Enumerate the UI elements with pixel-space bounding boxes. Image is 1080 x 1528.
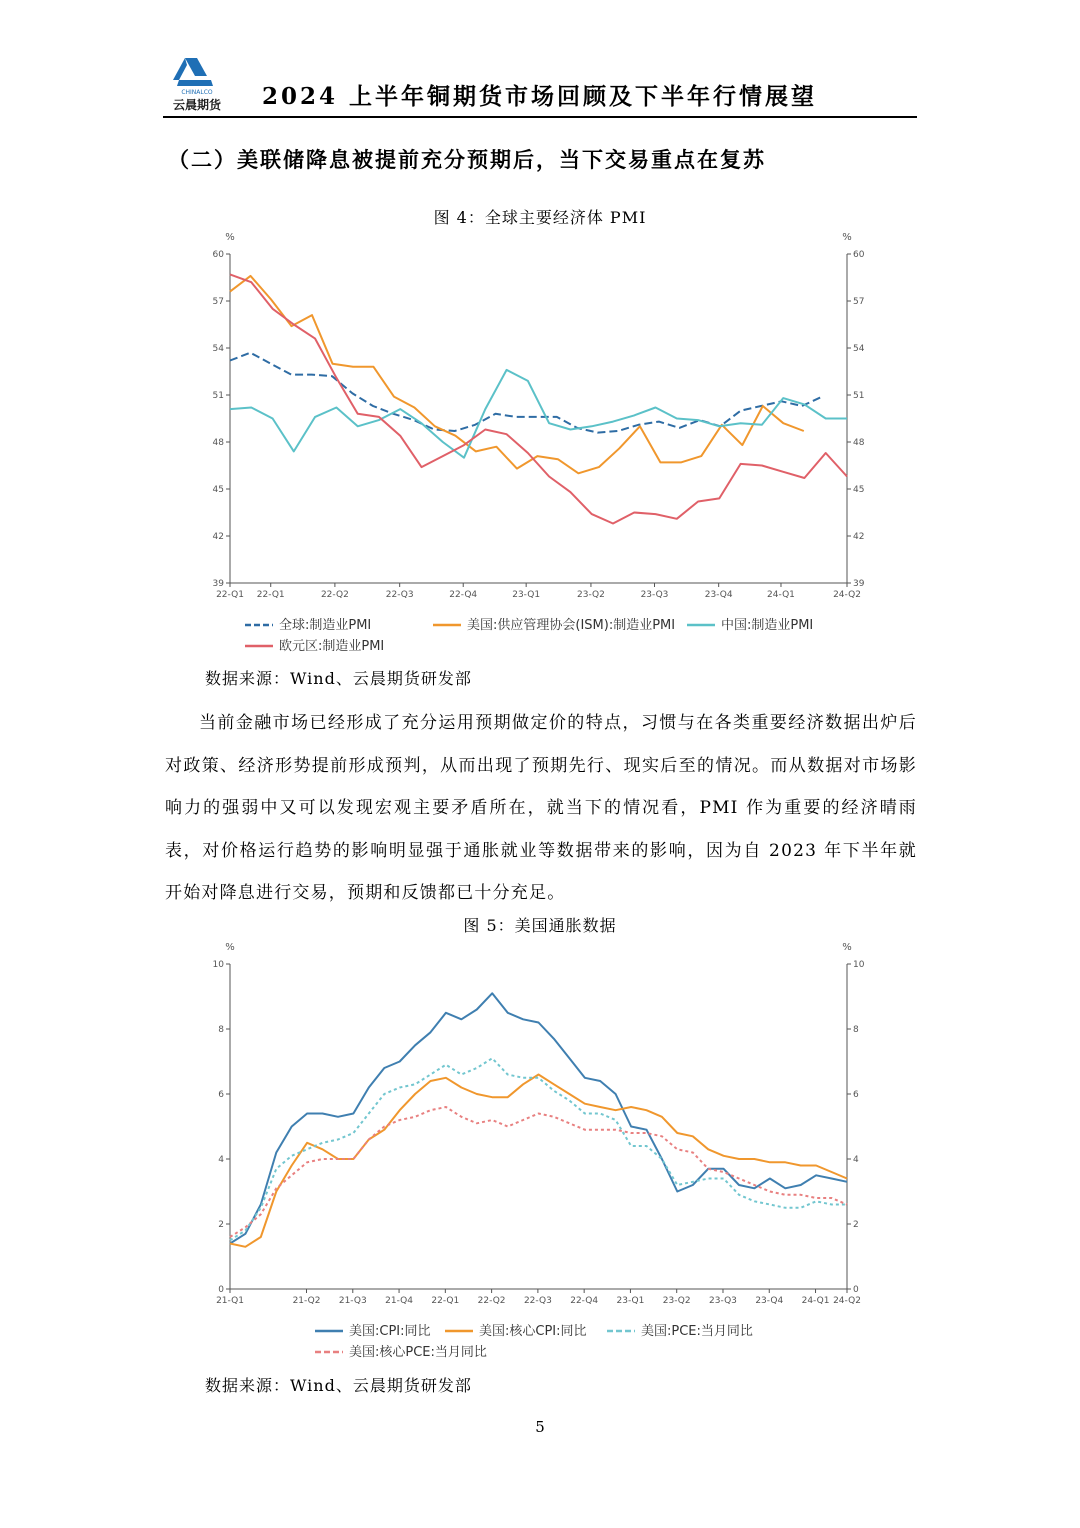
y-unit-left: % <box>225 942 235 953</box>
figure5-legend <box>315 1323 753 1360</box>
x-tick-label: 22-Q4 <box>570 1296 599 1306</box>
y-tick-label-right: 4 <box>853 1155 859 1165</box>
x-tick-label: 21-Q2 <box>292 1296 321 1306</box>
y-unit-right: % <box>842 232 852 243</box>
series-line-1 <box>230 353 822 433</box>
x-tick-label: 22-Q2 <box>477 1296 506 1306</box>
y-tick-label-left: 0 <box>218 1285 224 1295</box>
x-tick-label: 23-Q1 <box>616 1296 645 1306</box>
y-tick-label-right: 45 <box>853 485 865 495</box>
series-line-4 <box>230 1107 847 1237</box>
legend-label-1: 全球:制造业PMI <box>279 618 372 633</box>
legend-label-2: 美国:核心CPI:同比 <box>479 1324 587 1339</box>
y-tick-label-right: 0 <box>853 1285 859 1295</box>
y-tick-label-left: 51 <box>212 391 224 401</box>
x-tick-label: 24-Q1 <box>801 1296 830 1306</box>
logo-text: CHINALCO <box>181 89 213 96</box>
y-tick-label-right: 6 <box>853 1090 859 1100</box>
legend-label-3: 中国:制造业PMI <box>721 618 814 633</box>
y-tick-label-right: 42 <box>853 532 865 542</box>
company-name: 云晨期货 <box>172 98 221 112</box>
y-tick-label-right: 57 <box>853 297 865 307</box>
figure5-series <box>230 993 847 1247</box>
legend-label-4: 欧元区:制造业PMI <box>279 639 385 654</box>
header-divider <box>163 116 917 118</box>
x-tick-label: 22-Q2 <box>320 590 349 600</box>
legend-label-4: 美国:核心PCE:当月同比 <box>349 1345 487 1360</box>
section-heading: （二）美联储降息被提前充分预期后，当下交易重点在复苏 <box>168 147 766 172</box>
figure4-series <box>230 274 847 523</box>
series-line-1 <box>230 993 847 1243</box>
y-tick-label-left: 8 <box>218 1025 224 1035</box>
y-unit-right: % <box>842 942 852 953</box>
y-tick-label-left: 57 <box>212 297 224 307</box>
x-tick-label: 24-Q2 <box>833 590 861 600</box>
y-tick-label-right: 60 <box>853 250 865 260</box>
figure5-chart <box>195 935 885 1367</box>
x-tick-label: 23-Q1 <box>512 590 541 600</box>
y-tick-label-left: 4 <box>218 1155 224 1165</box>
x-tick-label: 21-Q3 <box>338 1296 367 1306</box>
x-tick-label: 23-Q3 <box>709 1296 737 1306</box>
x-tick-label: 22-Q4 <box>449 590 478 600</box>
y-tick-label-left: 2 <box>218 1220 224 1230</box>
x-tick-label: 24-Q2 <box>833 1296 861 1306</box>
x-tick-label: 24-Q1 <box>767 590 795 600</box>
figure5-title: 图 5：美国通胀数据 <box>463 916 617 935</box>
x-tick-label: 23-Q4 <box>704 590 733 600</box>
figure5-source: 数据来源：Wind、云晨期货研发部 <box>205 1376 472 1395</box>
figure5-axes <box>213 942 865 1306</box>
body-paragraph: 当前金融市场已经形成了充分运用预期做定价的特点，习惯与在各类重要经济数据出炉后对政策、经济形势提前形成预判，从而出现了预期先行、现实后至的情况。而从数据对市场影响力的强弱中又可以发现宏观主要矛盾所在，就当下的情况看，PMI 作为重要的经济晴雨表，对价格运行趋势的影响明显强于通胀就业等数据带来的影响，因为自 2023 年下半年就开始对降息进行交易，预期和反馈都已十分充足。 <box>165 713 917 903</box>
legend-label-3: 美国:PCE:当月同比 <box>641 1324 753 1339</box>
y-tick-label-right: 2 <box>853 1220 859 1230</box>
y-tick-label-right: 48 <box>853 438 865 448</box>
x-tick-label: 21-Q4 <box>385 1296 413 1306</box>
x-tick-label: 23-Q2 <box>577 590 605 600</box>
figure4-source: 数据来源：Wind、云晨期货研发部 <box>205 669 472 688</box>
y-tick-label-left: 48 <box>212 438 224 448</box>
figure4-legend <box>245 617 813 654</box>
y-tick-label-right: 39 <box>853 579 865 589</box>
y-tick-label-right: 51 <box>853 391 865 401</box>
x-tick-label: 22-Q1 <box>216 590 244 600</box>
y-tick-label-left: 10 <box>212 960 224 970</box>
y-tick-label-left: 54 <box>212 344 224 354</box>
company-logo <box>165 56 229 112</box>
y-tick-label-left: 42 <box>212 532 224 542</box>
figure4-axes <box>213 232 865 600</box>
y-tick-label-left: 45 <box>212 485 224 495</box>
series-line-4 <box>230 274 847 523</box>
y-tick-label-left: 6 <box>218 1090 224 1100</box>
legend-label-1: 美国:CPI:同比 <box>349 1324 431 1339</box>
series-line-3 <box>230 370 847 458</box>
logo-mark-icon <box>165 56 229 96</box>
y-tick-label-right: 54 <box>853 344 865 354</box>
x-tick-label: 22-Q3 <box>385 590 414 600</box>
series-line-2 <box>230 1075 847 1247</box>
x-tick-label: 23-Q3 <box>640 590 669 600</box>
x-tick-label: 22-Q1 <box>431 1296 460 1306</box>
x-tick-label: 23-Q4 <box>755 1296 784 1306</box>
y-tick-label-right: 8 <box>853 1025 859 1035</box>
y-tick-label-left: 60 <box>212 250 224 260</box>
x-tick-label: 22-Q3 <box>523 1296 552 1306</box>
legend-label-2: 美国:供应管理协会(ISM):制造业PMI <box>467 618 676 633</box>
report-title: 2024 上半年铜期货市场回顾及下半年行情展望 <box>262 83 818 110</box>
x-tick-label: 22-Q1 <box>256 590 285 600</box>
y-tick-label-right: 10 <box>853 960 865 970</box>
figure4-title: 图 4：全球主要经济体 PMI <box>433 208 647 227</box>
page-number: 5 <box>535 1418 545 1436</box>
figure4-chart <box>195 228 885 660</box>
x-tick-label: 21-Q1 <box>216 1296 244 1306</box>
x-tick-label: 23-Q2 <box>662 1296 691 1306</box>
y-tick-label-left: 39 <box>212 579 224 589</box>
y-unit-left: % <box>225 232 235 243</box>
